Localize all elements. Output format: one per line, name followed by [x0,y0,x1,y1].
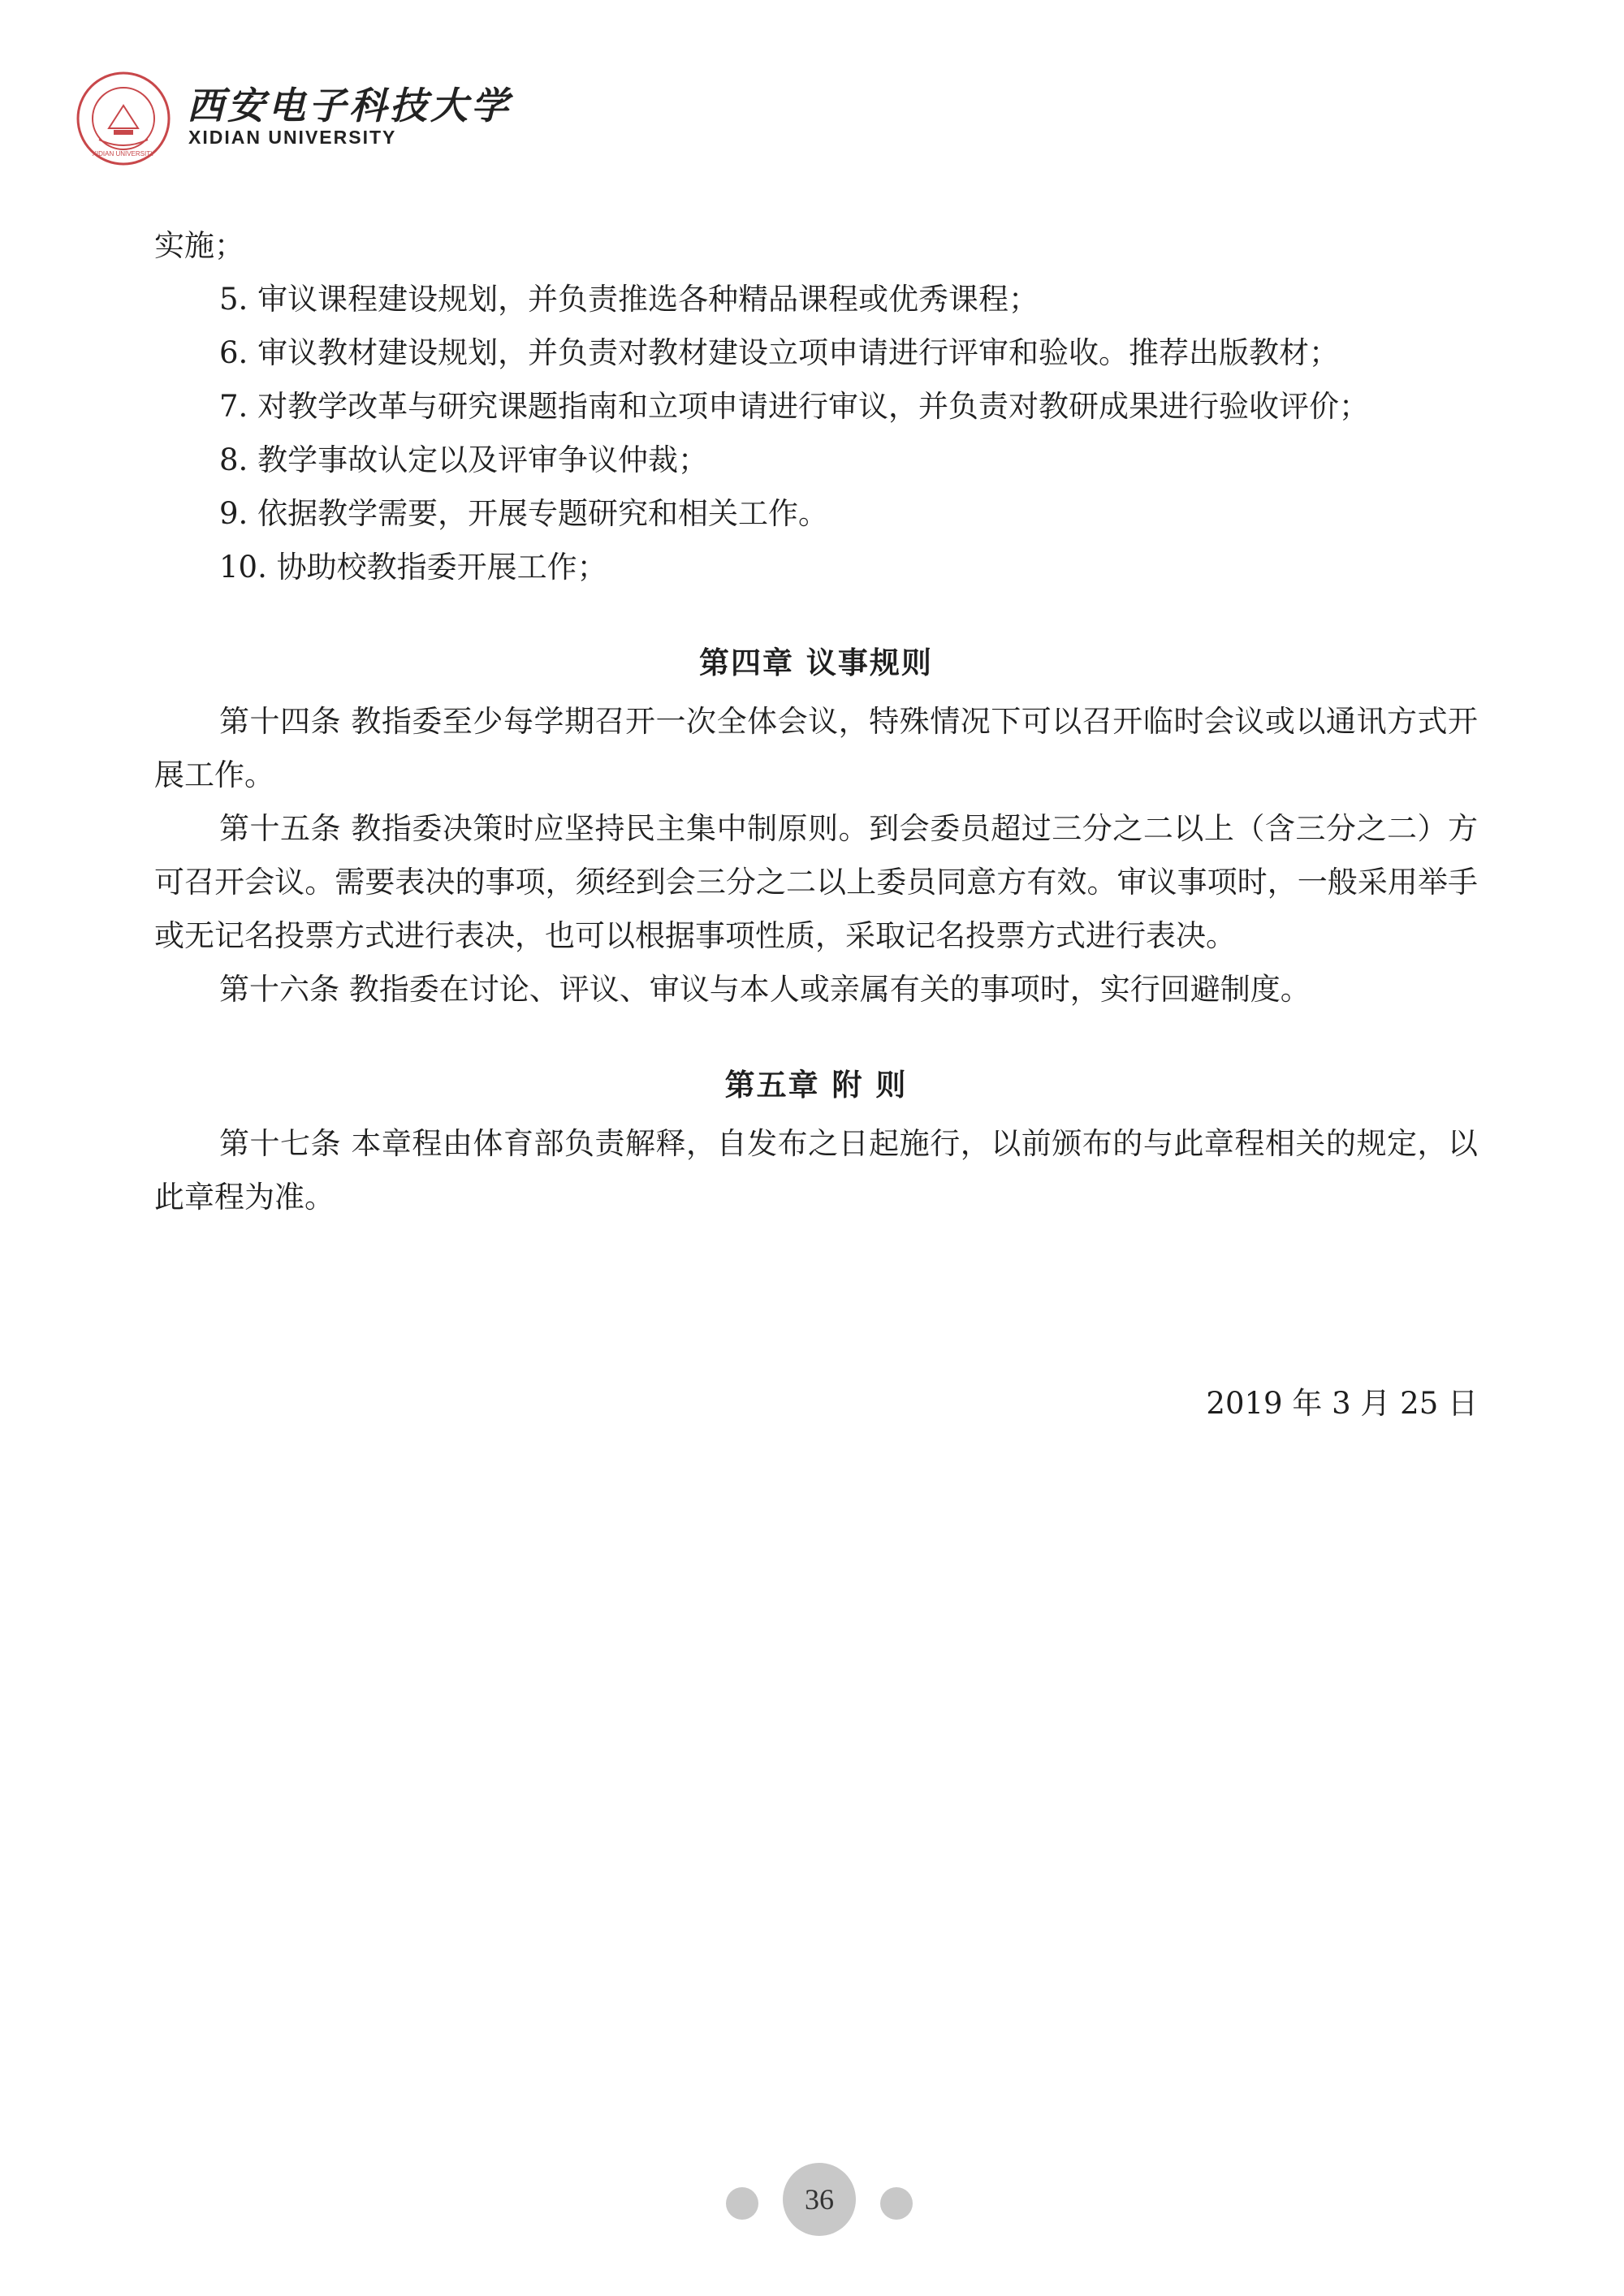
svg-text:XIDIAN UNIVERSITY: XIDIAN UNIVERSITY [92,150,155,158]
article-paragraph: 第十四条 教指委至少每学期召开一次全体会议，特殊情况下可以召开临时会议或以通讯方式开展工作。 [154,704,1478,792]
page-footer [0,2163,1624,2244]
list-item: 8. 教学事故认定以及评审争议仲裁； [219,442,709,477]
chapter-heading: 第五章 附 则 [724,1068,908,1103]
list-item: 7. 对教学改革与研究课题指南和立项申请进行审议，并负责对教研成果进行验收评价； [219,389,1370,424]
page-number: 36 [783,2163,856,2236]
document-date: 2019 年 3 月 25 日 [1206,1386,1478,1421]
chapter-heading: 第四章 议事规则 [699,645,933,680]
list-item: 10. 协助校教指委开展工作； [219,550,607,585]
article-paragraph: 第十七条 本章程由体育部负责解释，自发布之日起施行，以前颁布的与此章程相关的规定，以此章程为准。 [154,1126,1478,1215]
list-item: 9. 依据教学需要，开展专题研究和相关工作。 [219,496,829,531]
article-paragraph: 第十六条 教指委在讨论、评议、审议与本人或亲属有关的事项时，实行回避制度。 [219,972,1311,1007]
list-item: 6. 审议教材建设规划，并负责对教材建设立项申请进行评审和验收。推荐出版教材； [219,335,1340,370]
document-body [154,219,1478,1431]
page-header [75,70,529,167]
pagination-dot-icon [726,2187,758,2220]
university-name-cn: 西安电子科技大学 [187,84,512,127]
pagination-dot-icon [880,2187,913,2220]
university-seal-icon [75,70,172,167]
university-name-en: XIDIAN UNIVERSITY [188,127,397,148]
article-paragraph: 第十五条 教指委决策时应坚持民主集中制原则。到会委员超过三分之二以上（含三分之二）方可召开会议。需要表决的事项，须经到会三分之二以上委员同意方有效。审议事项时，一般采用举手或无记名投票方式进行表决，也可以根据事项性质，采取记名投票方式进行表决。 [154,811,1478,953]
list-item: 5. 审议课程建设规划，并负责推选各种精品课程或优秀课程； [219,282,1039,317]
text-line: 实施； [154,228,244,263]
